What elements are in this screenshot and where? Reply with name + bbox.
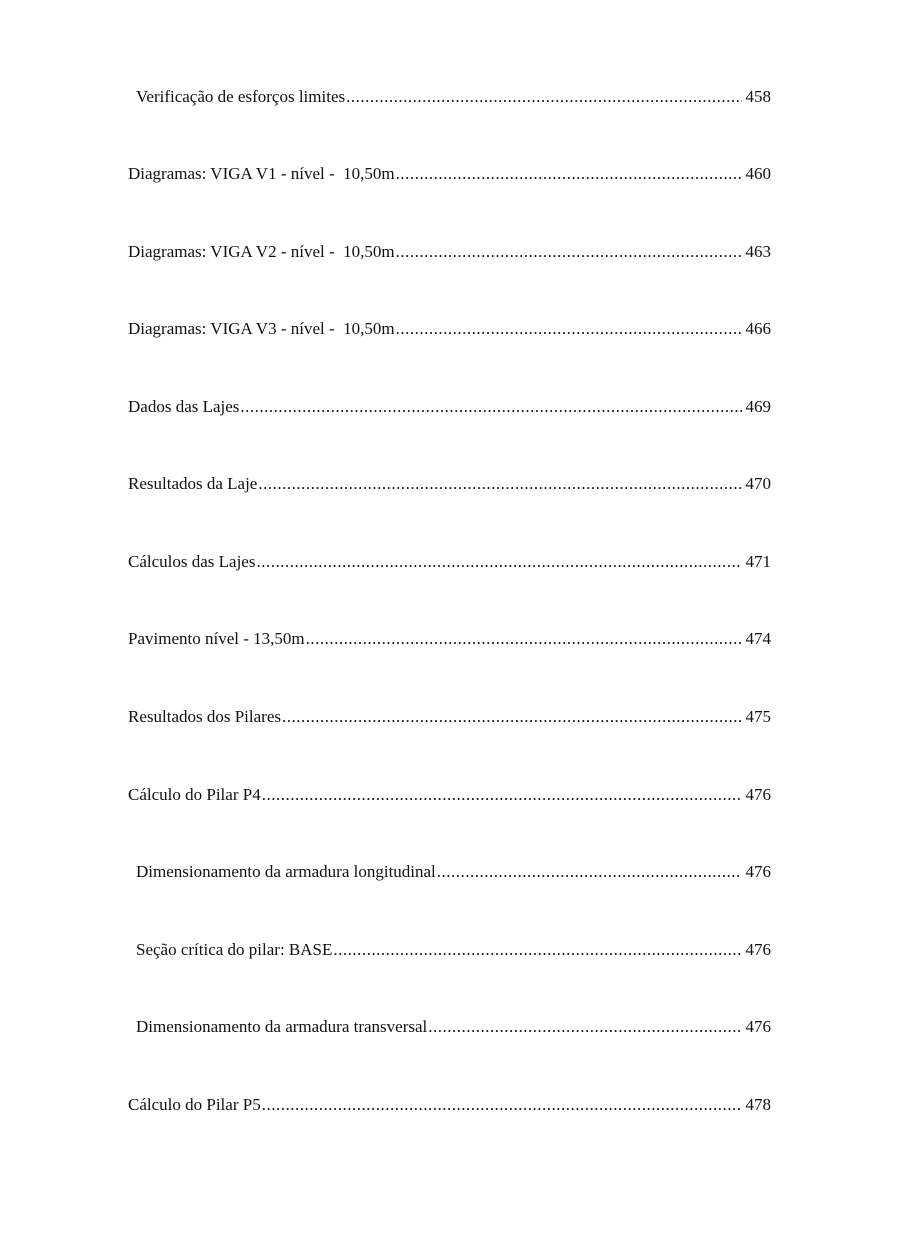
dot-leader: [262, 783, 742, 807]
dot-leader: [256, 550, 741, 574]
toc-entry-label: Cálculo do Pilar P4: [128, 785, 261, 804]
toc-entry-label: Diagramas: VIGA V1 - nível - 10,50m: [128, 164, 395, 183]
dot-leader: [437, 860, 742, 884]
toc-entry-verificacao-esforcos[interactable]: [136, 85, 771, 109]
toc-entry-calculo-pilar-p5[interactable]: [128, 1093, 771, 1117]
toc-entry-resultados-laje[interactable]: [128, 472, 771, 496]
toc-page-number: 478: [745, 1095, 771, 1114]
toc-page-number: 474: [745, 629, 771, 648]
toc-entry-label: Cálculos das Lajes: [128, 552, 256, 571]
dot-leader: [396, 240, 742, 264]
dot-leader: [333, 938, 741, 962]
toc-entry-resultados-pilares[interactable]: [128, 705, 771, 729]
toc-page-number: 460: [745, 164, 771, 183]
toc-entry-label: Pavimento nível - 13,50m: [128, 629, 305, 648]
toc-entry-diagramas-v1[interactable]: [128, 162, 771, 186]
toc-entry-label: Resultados dos Pilares: [128, 707, 281, 726]
toc-page-number: 476: [745, 862, 771, 881]
toc-entry-label: Dados das Lajes: [128, 397, 240, 416]
dot-leader: [396, 317, 742, 341]
dot-leader: [346, 85, 741, 109]
toc-page-number: 458: [745, 87, 771, 106]
toc-page-number: 471: [745, 552, 771, 571]
toc-entry-armadura-longitudinal[interactable]: [136, 860, 771, 884]
toc-entry-label: Diagramas: VIGA V2 - nível - 10,50m: [128, 242, 395, 261]
dot-leader: [428, 1015, 741, 1039]
toc-entry-pavimento-nivel[interactable]: [128, 627, 771, 651]
toc-page-number: 463: [745, 242, 771, 261]
toc-entry-label: Verificação de esforços limites: [136, 87, 346, 106]
toc-entry-label: Dimensionamento da armadura longitudinal: [136, 862, 436, 881]
toc-page-number: 476: [745, 785, 771, 804]
dot-leader: [240, 395, 741, 419]
toc-entry-diagramas-v3[interactable]: [128, 317, 771, 341]
toc-entry-diagramas-v2[interactable]: [128, 240, 771, 264]
toc-entry-label: Seção crítica do pilar: BASE: [136, 940, 333, 959]
toc-entry-armadura-transversal[interactable]: [136, 1015, 771, 1039]
dot-leader: [262, 1093, 742, 1117]
toc-entry-label: Dimensionamento da armadura transversal: [136, 1017, 428, 1036]
toc-page-number: 466: [745, 319, 771, 338]
dot-leader: [396, 162, 742, 186]
toc-entry-secao-critica[interactable]: [136, 938, 771, 962]
dot-leader: [306, 627, 742, 651]
toc-entry-dados-lajes[interactable]: [128, 395, 771, 419]
dot-leader: [282, 705, 742, 729]
toc-page-number: 476: [745, 940, 771, 959]
toc-page-number: 476: [745, 1017, 771, 1036]
toc-entry-label: Diagramas: VIGA V3 - nível - 10,50m: [128, 319, 395, 338]
toc-page-number: 470: [745, 474, 771, 493]
toc-entry-calculos-lajes[interactable]: [128, 550, 771, 574]
toc-entry-label: Resultados da Laje: [128, 474, 258, 493]
dot-leader: [258, 472, 741, 496]
toc-entry-label: Cálculo do Pilar P5: [128, 1095, 261, 1114]
toc-page-number: 475: [745, 707, 771, 726]
toc-page-number: 469: [745, 397, 771, 416]
toc-entry-calculo-pilar-p4[interactable]: [128, 783, 771, 807]
